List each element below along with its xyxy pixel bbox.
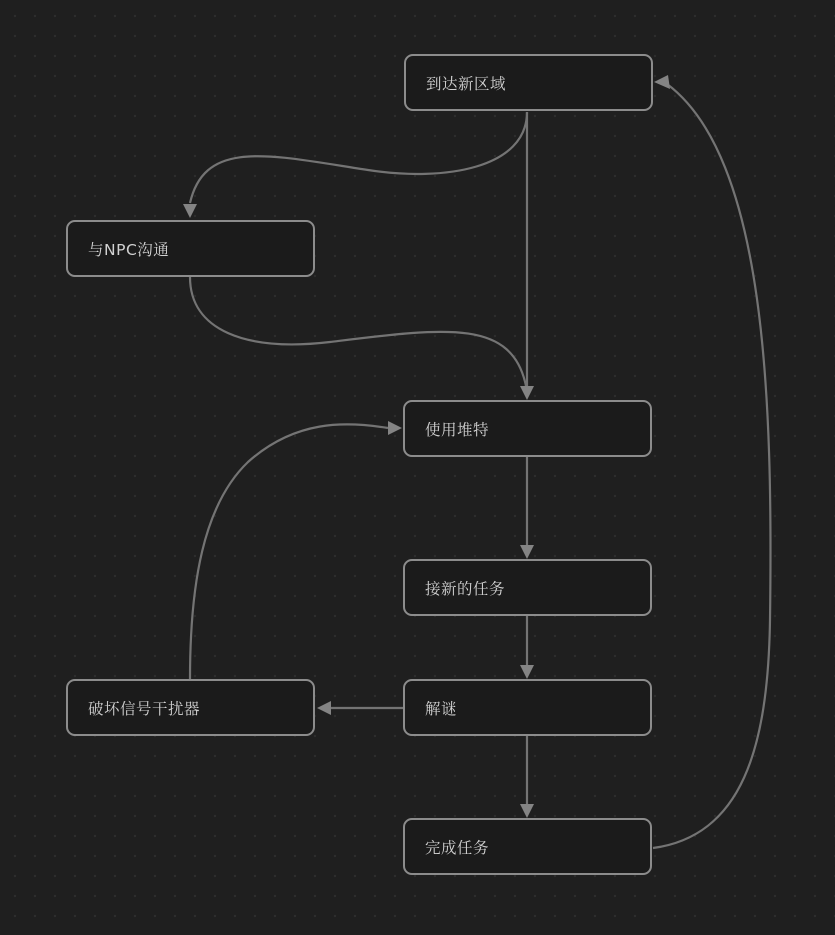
node-label: 接新的任务: [425, 579, 506, 598]
edge-use-to-newtask: [520, 457, 534, 559]
arrowhead-left-icon: [654, 75, 670, 89]
node-label: 解谜: [425, 699, 458, 718]
arrowhead-down-icon: [520, 545, 534, 559]
node-complete-task[interactable]: [403, 818, 652, 875]
node-label: 与NPC沟通: [88, 240, 170, 259]
edge-jammer-to-use: [190, 421, 402, 679]
node-label: 完成任务: [425, 838, 490, 857]
node-arrive-new-area[interactable]: [404, 54, 653, 111]
edge-puzzle-to-jammer: [317, 701, 403, 715]
node-talk-to-npc[interactable]: [66, 220, 315, 277]
node-label: 使用堆特: [425, 420, 490, 439]
edge-arrive-to-npc: [183, 112, 527, 218]
arrowhead-down-icon: [520, 386, 534, 400]
arrowhead-down-icon: [520, 804, 534, 818]
arrowhead-down-icon: [520, 665, 534, 679]
node-label: 破坏信号干扰器: [88, 699, 201, 718]
arrowhead-left-icon: [317, 701, 331, 715]
arrowhead-down-icon: [183, 204, 197, 218]
node-accept-new-task[interactable]: [403, 559, 652, 616]
node-solve-puzzle[interactable]: [403, 679, 652, 736]
node-destroy-signal-jammer[interactable]: [66, 679, 315, 736]
edge-puzzle-to-complete: [520, 736, 534, 818]
node-use-dyute[interactable]: [403, 400, 652, 457]
arrowhead-right-icon: [388, 421, 402, 435]
edge-newtask-to-puzzle: [520, 616, 534, 679]
edge-complete-to-arrive: [653, 75, 771, 848]
edge-npc-to-use: [190, 277, 534, 400]
node-label: 到达新区域: [426, 74, 507, 93]
